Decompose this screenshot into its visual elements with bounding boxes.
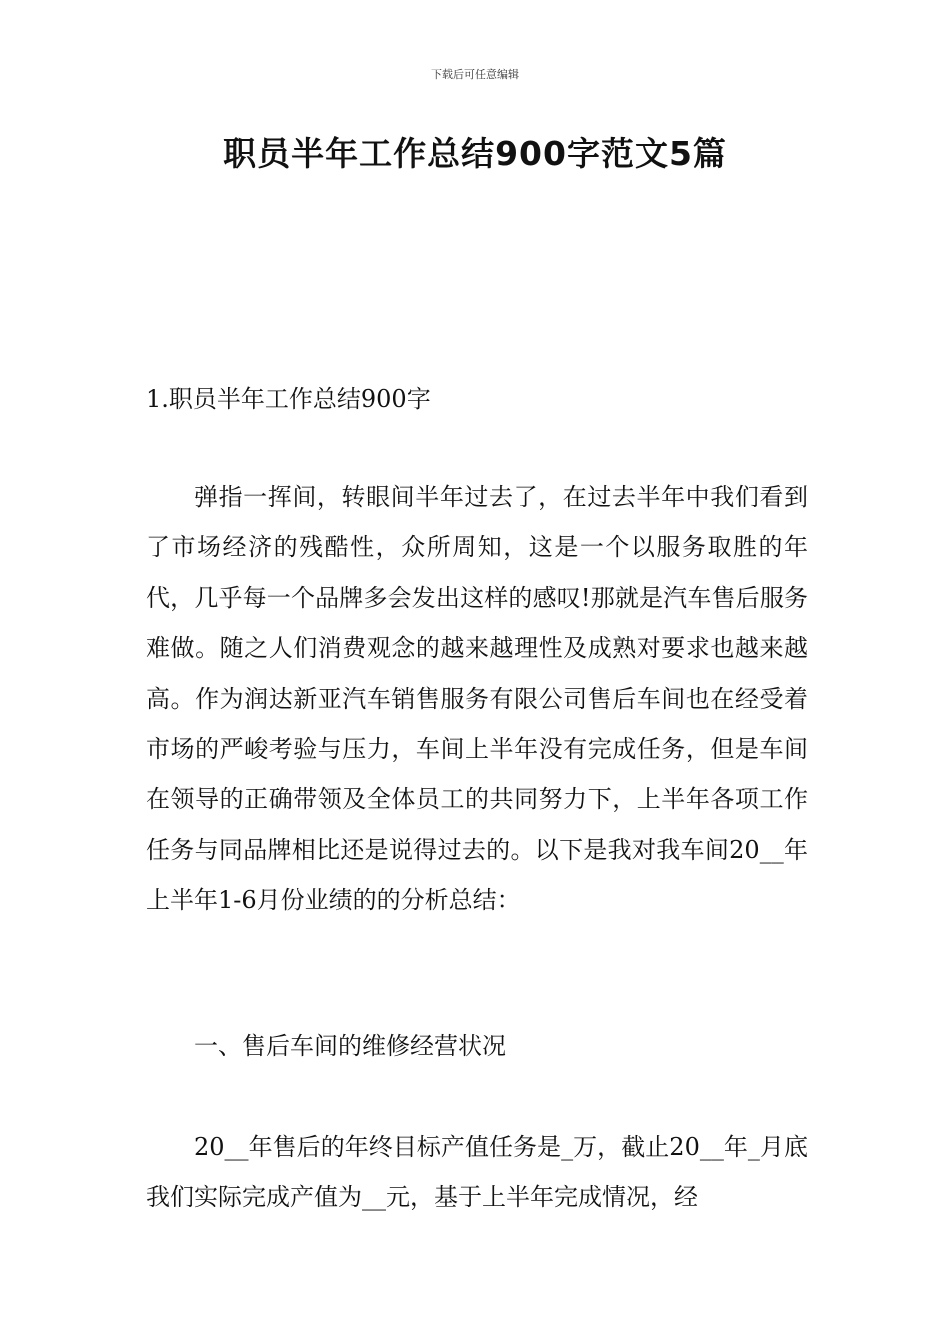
sub-heading: 一、售后车间的维修经营状况 [194,1032,506,1060]
body-paragraph: 弹指一挥间，转眼间半年过去了，在过去半年中我们看到了市场经济的残酷性，众所周知，这是一个以服务取胜的年代，几乎每一个品牌多会发出这样的感叹!那就是汽车售后服务难做。随之人们消费观念的越来越理性及成熟对要求也越来越高。作为润达新亚汽车销售服务有限公司售后车间也在经受着市场的严峻考验与压力，车间上半年没有完成任务，但是车间在领导的正确带领及全体员工的共同努力下，上半年各项工作任务与同品牌相比还是说得过去的。以下是我对我车间20__年上半年1-6月份业绩的的分析总结： [146,483,808,915]
header-note: 下载后可任意编辑 [431,68,519,81]
body-paragraph: 20__年售后的年终目标产值任务是_万，截止20__年_月底我们实际完成产值为__元，基于上半年完成情况，经 [146,1133,808,1212]
section-heading: 1.职员半年工作总结900字 [146,385,431,413]
document-title: 职员半年工作总结900字范文5篇 [223,134,727,173]
